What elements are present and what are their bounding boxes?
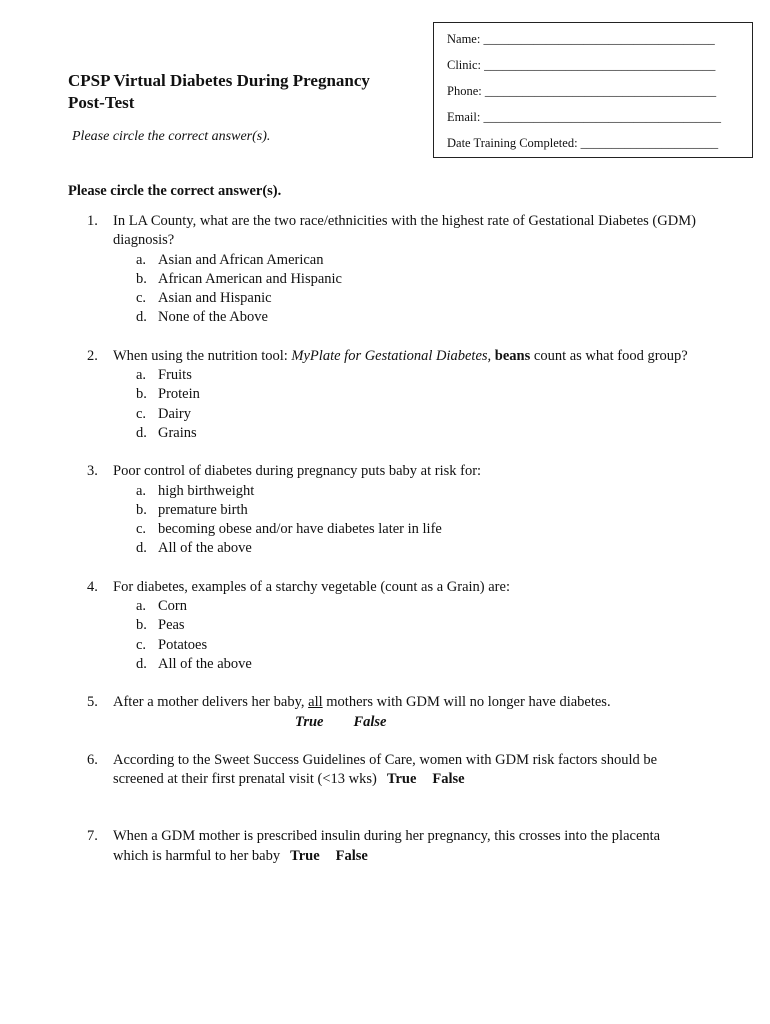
option-letter: b. xyxy=(136,270,147,287)
option-letter: a. xyxy=(136,482,147,499)
question-4 xyxy=(87,578,697,674)
answer-option[interactable] xyxy=(136,270,697,289)
option-letter: a. xyxy=(136,251,147,268)
question-number: 3. xyxy=(87,463,98,480)
question-text: Poor control of diabetes during pregnancy puts baby at risk for: xyxy=(113,463,482,480)
option-letter: a. xyxy=(136,598,147,615)
myplate-tool-name: MyPlate for Gestational Diabetes, xyxy=(291,347,492,364)
question-5 xyxy=(87,693,697,732)
question-1 xyxy=(87,212,697,328)
question-number: 1. xyxy=(87,213,98,229)
question-number: 4. xyxy=(87,578,98,595)
true-option[interactable]: True xyxy=(386,771,417,788)
option-letter: d. xyxy=(136,540,147,557)
answer-option[interactable] xyxy=(136,520,697,539)
option-text: becoming obese and/or have diabetes later in life xyxy=(158,521,442,538)
answer-options xyxy=(113,366,697,443)
option-text: Asian and African American xyxy=(158,251,324,268)
answer-option[interactable] xyxy=(136,366,697,385)
false-option[interactable]: False xyxy=(432,771,465,788)
question-6 xyxy=(87,751,697,790)
question-2 xyxy=(87,347,697,443)
answer-options xyxy=(113,482,697,559)
date-training-completed-field[interactable]: Date Training Completed: ______________________ xyxy=(447,136,719,150)
option-letter: c. xyxy=(136,290,147,307)
option-text: Corn xyxy=(158,598,187,615)
question-text: In LA County, what are the two race/ethnicities with the highest rate of Gestational Diabetes (GDM) diagnosis? xyxy=(113,213,696,249)
email-field[interactable]: Email: ______________________________________ xyxy=(447,110,721,124)
false-option[interactable]: False xyxy=(335,847,368,864)
option-text: Protein xyxy=(158,386,200,403)
answer-option[interactable] xyxy=(136,424,697,443)
question-text: When a GDM mother is prescribed insulin during her pregnancy, this crosses into the placenta which is harmful to her baby True False xyxy=(113,828,661,864)
option-letter: c. xyxy=(136,636,147,653)
question-3 xyxy=(87,462,697,558)
answer-option[interactable] xyxy=(136,636,697,655)
option-text: high birthweight xyxy=(158,482,255,499)
option-letter: b. xyxy=(136,501,147,518)
option-text: premature birth xyxy=(158,501,248,518)
answer-option[interactable] xyxy=(136,655,697,674)
clinic-field[interactable]: Clinic: _____________________________________ xyxy=(447,58,716,72)
question-text: After a mother delivers her baby, all mothers with GDM will no longer have diabetes. xyxy=(113,694,611,711)
option-letter: c. xyxy=(136,521,147,538)
question-number: 2. xyxy=(87,347,98,364)
question-list xyxy=(87,212,697,866)
option-letter: c. xyxy=(136,405,147,422)
top-instruction: Please circle the correct answer(s). xyxy=(72,129,271,144)
answer-option[interactable] xyxy=(136,539,697,558)
option-text: Dairy xyxy=(158,405,192,422)
option-text: African American and Hispanic xyxy=(158,270,342,287)
answer-options xyxy=(113,597,697,674)
answer-option[interactable] xyxy=(136,597,697,616)
title-line-1: CPSP Virtual Diabetes During Pregnancy xyxy=(68,71,370,90)
option-letter: b. xyxy=(136,617,147,634)
all-emphasis: all xyxy=(308,694,323,711)
option-text: All of the above xyxy=(158,655,252,672)
option-text: Asian and Hispanic xyxy=(158,290,272,307)
answer-option[interactable] xyxy=(136,405,697,424)
answer-option[interactable] xyxy=(136,482,697,501)
option-text: Potatoes xyxy=(158,636,208,653)
answer-options xyxy=(113,251,697,328)
option-letter: b. xyxy=(136,386,147,403)
question-text: According to the Sweet Success Guidelines of Care, women with GDM risk factors should be screened at their first prenatal visit (<13 wks) True False xyxy=(113,751,658,788)
option-text: All of the above xyxy=(158,540,252,557)
question-number: 5. xyxy=(87,694,98,711)
phone-field[interactable]: Phone: _____________________________________ xyxy=(447,84,717,98)
question-number: 6. xyxy=(87,751,98,768)
option-text: Fruits xyxy=(158,367,192,384)
question-number: 7. xyxy=(87,828,98,845)
option-letter: d. xyxy=(136,424,147,441)
document-title xyxy=(68,70,370,114)
answer-option[interactable] xyxy=(136,616,697,635)
option-text: Peas xyxy=(158,617,185,634)
false-option[interactable]: False xyxy=(353,713,387,730)
option-letter: d. xyxy=(136,655,147,672)
true-false-choices xyxy=(113,713,697,732)
answer-option[interactable] xyxy=(136,501,697,520)
true-option[interactable]: True xyxy=(290,847,320,864)
option-text: None of the Above xyxy=(158,309,268,326)
section-instruction: Please circle the correct answer(s). xyxy=(68,183,282,199)
name-field[interactable]: Name: _____________________________________ xyxy=(447,32,715,46)
true-option[interactable]: True xyxy=(295,713,324,730)
question-7 xyxy=(87,827,697,866)
answer-option[interactable] xyxy=(136,289,697,308)
answer-option[interactable] xyxy=(136,251,697,270)
answer-option[interactable] xyxy=(136,308,697,327)
option-text: Grains xyxy=(158,424,197,441)
participant-info-box xyxy=(433,22,753,158)
option-letter: a. xyxy=(136,367,147,384)
question-text: For diabetes, examples of a starchy vegetable (count as a Grain) are: xyxy=(113,578,510,595)
answer-option[interactable] xyxy=(136,385,697,404)
beans-emphasis: beans xyxy=(494,347,531,364)
question-text: When using the nutrition tool: MyPlate for Gestational Diabetes, beans count as what food group? xyxy=(113,347,688,364)
option-letter: d. xyxy=(136,309,147,326)
title-line-2: Post-Test xyxy=(68,93,135,112)
